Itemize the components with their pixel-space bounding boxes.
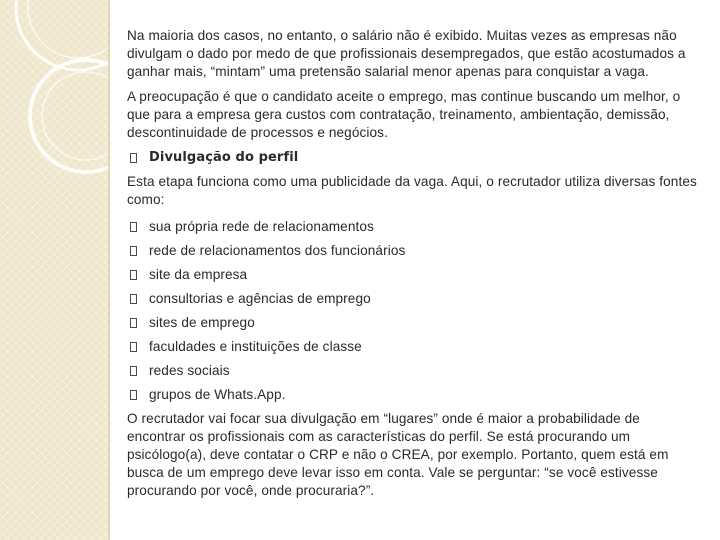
list-item — [127, 218, 697, 236]
bullet-icon — [130, 390, 137, 400]
list-item-label: sua própria rede de relacionamentos — [149, 219, 374, 234]
list-item — [127, 386, 697, 404]
list-item-label: grupos de Whats.App. — [149, 387, 286, 402]
list-item-label: site da empresa — [149, 267, 248, 282]
paragraph-salary: Na maioria dos casos, no entanto, o salário não é exibido. Muitas vezes as empresas não divulgam o dado por medo de que profissionais desempregados, que estão acostumados a ganhar mais, “mintam” uma pretensão salarial menor apenas para conquistar a vaga. — [127, 28, 686, 79]
sources-list — [127, 218, 697, 404]
bullet-icon — [130, 246, 137, 256]
paragraph-focus: O recrutador vai focar sua divulgação em “lugares” onde é maior a probabilidade de encontrar os profissionais com as características do perfil. Se está procurando um psicólogo(a), deve contatar o CRP e não o CREA, por exemplo. Portanto, quem está em busca de um emprego deve levar isso em conta. Vale se perguntar: “se você estivesse procurando por você, onde procuraria?”. — [127, 411, 669, 498]
list-item-label: consultorias e agências de emprego — [149, 291, 371, 306]
circles-decoration-icon — [0, 0, 108, 540]
bullet-icon — [130, 342, 137, 352]
list-item — [127, 290, 697, 308]
side-decoration-panel — [0, 0, 108, 540]
paragraph-stage: Esta etapa funciona como uma publicidade da vaga. Aqui, o recrutador utiliza diversas fontes como: — [127, 174, 697, 207]
section-heading — [127, 149, 697, 167]
bullet-icon — [130, 222, 137, 232]
list-item — [127, 362, 697, 380]
section-heading-label: Divulgação do perfil — [149, 150, 299, 165]
bullet-icon — [130, 366, 137, 376]
bullet-icon — [130, 153, 137, 163]
list-item-label: sites de emprego — [149, 315, 255, 330]
paragraph-concern: A preocupação é que o candidato aceite o emprego, mas continue buscando um melhor, o que para a empresa gera custos com contratação, treinamento, ambientação, demissão, descontinuidade de processos e negócios. — [127, 89, 681, 140]
list-item-label: rede de relacionamentos dos funcionários — [149, 243, 406, 258]
list-item-label: faculdades e instituições de classe — [149, 339, 362, 354]
list-item-label: redes sociais — [149, 363, 230, 378]
list-item — [127, 242, 697, 260]
list-item — [127, 338, 697, 356]
slide-content — [127, 27, 697, 507]
bullet-icon — [130, 318, 137, 328]
side-panel-border — [108, 0, 110, 540]
bullet-icon — [130, 270, 137, 280]
list-item — [127, 314, 697, 332]
list-item — [127, 266, 697, 284]
bullet-icon — [130, 294, 137, 304]
